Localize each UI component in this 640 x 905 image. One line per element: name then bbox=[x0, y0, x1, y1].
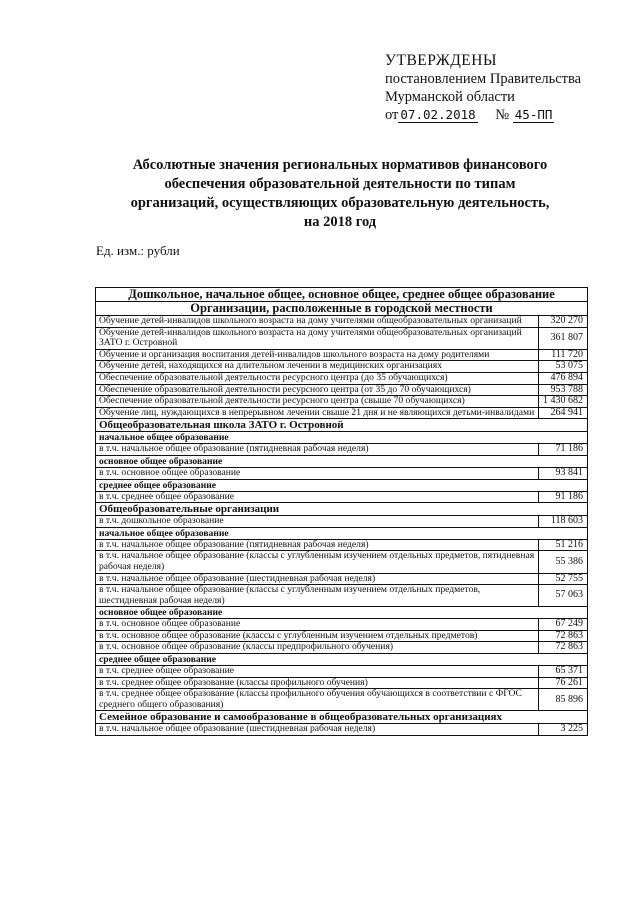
row-value: 53 075 bbox=[539, 361, 588, 373]
row-value: 93 841 bbox=[539, 467, 588, 479]
row-label: Обучение лиц, нуждающихся в непрерывном лечении свыше 21 дня и не являющихся детьми-инвалидами bbox=[96, 407, 539, 419]
table-row bbox=[96, 724, 588, 736]
row-value: 65 371 bbox=[539, 666, 588, 678]
section-heading-family-education: Семейное образование и самообразование в общеобразовательных организациях bbox=[96, 711, 588, 724]
row-value: 3 225 bbox=[539, 724, 588, 736]
table-row bbox=[96, 444, 588, 456]
row-label: в т.ч. начальное общее образование (шестидневная рабочая неделя) bbox=[96, 573, 539, 585]
row-label: в т.ч. начальное общее образование (пятидневная рабочая неделя) bbox=[96, 539, 539, 551]
row-label: в т.ч. среднее общее образование (классы профильного обучения) bbox=[96, 677, 539, 689]
row-value: 476 894 bbox=[539, 372, 588, 384]
table-banner-education: Дошкольное, начальное общее, основное общее, среднее общее образование bbox=[96, 288, 588, 302]
subsection-heading: среднее общее образование bbox=[96, 654, 588, 666]
row-label: в т.ч. начальное общее образование (классы с углубленным изучением отдельных предметов, пятидневная рабочая неделя) bbox=[96, 551, 539, 573]
title-line-3: организаций, осуществляющих образовательную деятельность, bbox=[130, 195, 550, 211]
row-label: в т.ч. основное общее образование bbox=[96, 467, 539, 479]
row-value: 264 941 bbox=[539, 407, 588, 419]
title-line-1: Абсолютные значения региональных нормативов финансового bbox=[132, 157, 548, 173]
row-value: 111 720 bbox=[539, 349, 588, 361]
unit-label: Ед. изм.: рубли bbox=[96, 243, 180, 258]
row-label: Обучение детей-инвалидов школьного возраста на дому учителями общеобразовательных организаций bbox=[96, 316, 539, 328]
normatives-table bbox=[95, 287, 588, 736]
table-row bbox=[96, 396, 588, 408]
table-row bbox=[96, 467, 588, 479]
table-row bbox=[96, 491, 588, 503]
number-prefix: № bbox=[495, 107, 510, 123]
table-row bbox=[96, 516, 588, 528]
table-row bbox=[96, 327, 588, 349]
row-value: 72 863 bbox=[539, 630, 588, 642]
row-label: в т.ч. начальное общее образование (классы с углубленным изучением отдельных предметов, шестидневная рабочая неделя) bbox=[96, 585, 539, 607]
table-row bbox=[96, 372, 588, 384]
row-value: 361 807 bbox=[539, 327, 588, 349]
table-row bbox=[96, 407, 588, 419]
date-prefix: от bbox=[385, 107, 399, 123]
row-label: Обучение и организация воспитания детей-инвалидов школьного возраста на дому родителями bbox=[96, 349, 539, 361]
row-value: 91 186 bbox=[539, 491, 588, 503]
row-label: в т.ч. основное общее образование bbox=[96, 619, 539, 631]
subsection-heading: среднее общее образование bbox=[96, 479, 588, 491]
row-value: 51 216 bbox=[539, 539, 588, 551]
row-label: Обеспечение образовательной деятельности ресурсного центра (до 35 обучающихся) bbox=[96, 372, 539, 384]
table-row bbox=[96, 666, 588, 678]
row-label: в т.ч. среднее общее образование bbox=[96, 666, 539, 678]
table-row bbox=[96, 619, 588, 631]
approval-date: 07.02.2018 bbox=[400, 107, 476, 122]
title-line-4: на 2018 год bbox=[303, 214, 377, 230]
row-value: 72 863 bbox=[539, 642, 588, 654]
table-row bbox=[96, 384, 588, 396]
row-label: Обеспечение образовательной деятельности ресурсного центра (свыше 70 обучающихся) bbox=[96, 396, 539, 408]
title-line-2: обеспечения образовательной деятельности по типам bbox=[164, 176, 516, 192]
section-heading-general-schools: Общеобразовательные организации bbox=[96, 503, 588, 516]
row-value: 320 270 bbox=[539, 316, 588, 328]
row-label: в т.ч. начальное общее образование (шестидневная рабочая неделя) bbox=[96, 724, 539, 736]
approval-heading: УТВЕРЖДЕНЫ bbox=[385, 52, 497, 69]
table-row bbox=[96, 573, 588, 585]
table-row bbox=[96, 316, 588, 328]
table-row bbox=[96, 361, 588, 373]
document-title bbox=[95, 156, 585, 232]
row-value: 55 386 bbox=[539, 551, 588, 573]
row-label: в т.ч. начальное общее образование (пятидневная рабочая неделя) bbox=[96, 444, 539, 456]
row-label: в т.ч. дошкольное образование bbox=[96, 516, 539, 528]
row-value: 52 755 bbox=[539, 573, 588, 585]
row-label: в т.ч. среднее общее образование (классы профильного обучения обучающихся в соответствии с ФГОС среднего общего образования) bbox=[96, 689, 539, 711]
subsection-heading: начальное общее образование bbox=[96, 432, 588, 444]
section-heading-ostrovnoy: Общеобразовательная школа ЗАТО г. Островной bbox=[96, 419, 588, 432]
row-value: 57 063 bbox=[539, 585, 588, 607]
approval-number: 45-ПП bbox=[514, 107, 553, 122]
table-banner-urban: Организации, расположенные в городской местности bbox=[96, 302, 588, 316]
row-value: 67 249 bbox=[539, 619, 588, 631]
subsection-heading: основное общее образование bbox=[96, 455, 588, 467]
row-label: в т.ч. среднее общее образование bbox=[96, 491, 539, 503]
row-label: в т.ч. основное общее образование (классы предпрофильного обучения) bbox=[96, 642, 539, 654]
table-row bbox=[96, 630, 588, 642]
subsection-heading: основное общее образование bbox=[96, 607, 588, 619]
row-label: Обучение детей, находящихся на длительном лечении в медицинских организациях bbox=[96, 361, 539, 373]
table-row bbox=[96, 677, 588, 689]
approval-block bbox=[385, 52, 581, 124]
row-value: 76 261 bbox=[539, 677, 588, 689]
approval-line-1: постановлением Правительства bbox=[385, 71, 582, 87]
table-row bbox=[96, 585, 588, 607]
row-label: в т.ч. основное общее образование (классы с углубленным изучением отдельных предметов) bbox=[96, 630, 539, 642]
row-value: 118 603 bbox=[539, 516, 588, 528]
row-value: 85 896 bbox=[539, 689, 588, 711]
row-label: Обеспечение образовательной деятельности ресурсного центра (от 35 до 70 обучающихся) bbox=[96, 384, 539, 396]
row-label: Обучение детей-инвалидов школьного возраста на дому учителями общеобразовательных организаций ЗАТО г. Островной bbox=[96, 327, 539, 349]
table-row bbox=[96, 642, 588, 654]
table-row bbox=[96, 689, 588, 711]
approval-date-line bbox=[385, 106, 581, 124]
row-value: 71 186 bbox=[539, 444, 588, 456]
row-value: 953 788 bbox=[539, 384, 588, 396]
subsection-heading: начальное общее образование bbox=[96, 527, 588, 539]
approval-line-2: Мурманской области bbox=[385, 89, 515, 105]
table-row bbox=[96, 539, 588, 551]
table-row bbox=[96, 349, 588, 361]
row-value: 1 430 682 bbox=[539, 396, 588, 408]
table-row bbox=[96, 551, 588, 573]
